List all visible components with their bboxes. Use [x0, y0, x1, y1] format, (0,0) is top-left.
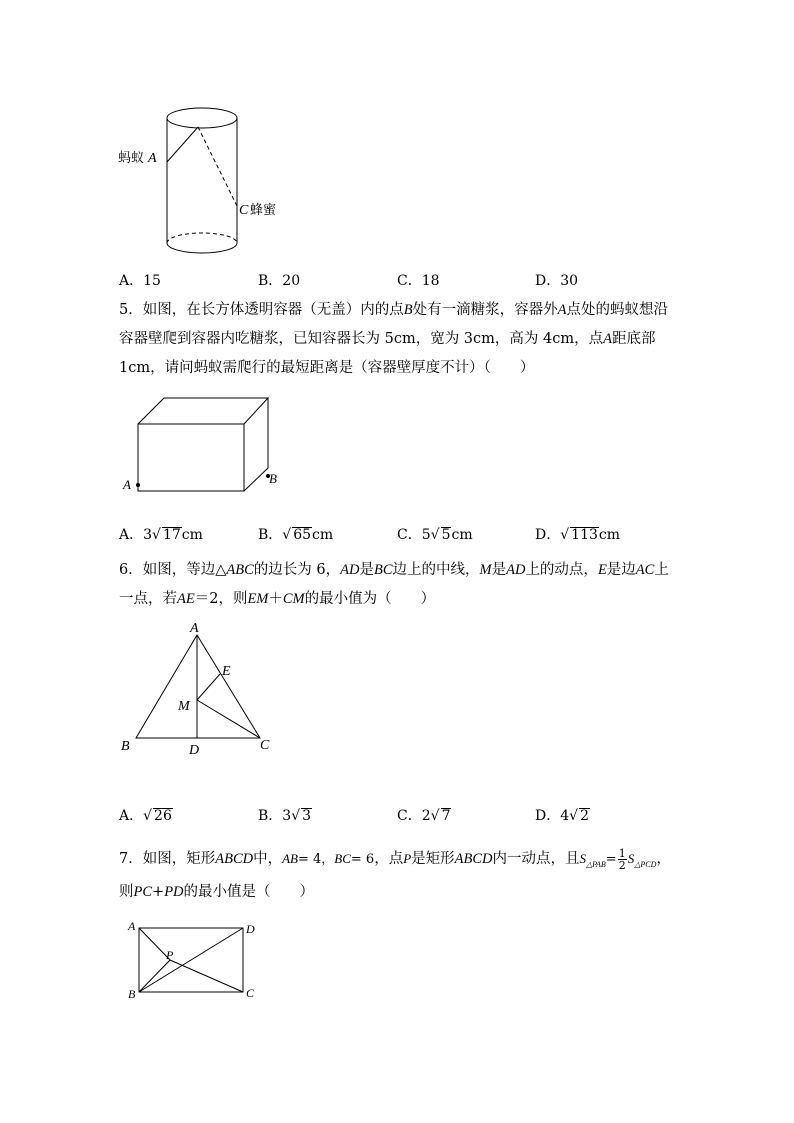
cylinder-top-ellipse: [167, 108, 237, 128]
q4-cylinder-figure: [110, 100, 310, 260]
point-a: [136, 483, 140, 487]
label-m: M: [178, 699, 190, 714]
ant-path-solid: [167, 127, 198, 162]
q6-text: 6．如图，等边△ABC的边长为 6，AD是BC边上的中线，M是AD上的动点，E是边AC上一点，若AE＝2，则EM＋CM的最小值为（ ）: [119, 562, 669, 607]
q6-option-b: B．3√ 3: [258, 808, 312, 824]
q6-option-c: C．2√ 7: [397, 808, 451, 824]
triangle-abc: [136, 635, 260, 738]
q6-option-d: D．4√ 2: [535, 808, 589, 824]
label-d: D: [189, 743, 200, 758]
ant-path-dashed: [198, 127, 237, 206]
q6-option-a: A．√ 26: [119, 808, 172, 824]
label-ant: 蚂蚁: [118, 151, 145, 166]
cuboid-front-face: [138, 424, 244, 491]
label-hive: 蜂蜜: [250, 203, 277, 218]
q7-text-line1: 7．如图，矩形ABCD中，AB= 4，BC= 6，点P是矩形ABCD内一动点，且$S_{\triangle PAB}=$ $\frac{1}{2}$ $S_{\triangle PCD}$，: [119, 846, 671, 872]
q5-option-b: B．√ 65cm: [258, 527, 334, 543]
label-c: C: [246, 986, 255, 1000]
label-d: D: [246, 922, 255, 936]
cylinder-bottom-front: [167, 243, 237, 253]
cuboid-right-face: [244, 398, 268, 491]
q4-option-d: D．30: [535, 273, 579, 289]
cylinder-bottom-back: [167, 233, 237, 243]
label-b: B: [269, 471, 277, 486]
q6-triangle-figure: [112, 618, 282, 758]
q5-options: [119, 524, 719, 546]
segment-bd: [139, 928, 243, 992]
q7-text-line2: 则PC+PD的最小值是（ ）: [119, 884, 315, 900]
q5-cuboid-figure: [118, 390, 298, 500]
segment-pc: [170, 960, 243, 992]
q5-text: 5．如图，在长方体透明容器（无盖）内的点B处有一滴糖浆，容器外A点处的蚂蚁想沿容器壁爬到容器内吃糖浆，已知容器长为 5cm，宽为 3cm，高为 4cm，点A距底部 1cm，请问蚂蚁需爬行的最短距离是（容器壁厚度不计）（ ）: [119, 302, 668, 376]
q5-option-d: D．√ 113cm: [535, 527, 621, 543]
q5-option-c: C．5√ 5cm: [397, 527, 473, 543]
label-p: P: [166, 948, 174, 962]
q4-options: [119, 270, 719, 292]
label-c: C: [260, 738, 270, 753]
label-a: A: [148, 151, 157, 166]
q6-options: [119, 805, 719, 827]
label-c: C: [239, 203, 249, 218]
segment-mc: [197, 700, 260, 738]
q7-rectangle-figure: [120, 915, 270, 1005]
q4-option-a: A．15: [119, 273, 161, 289]
q5-option-a: A．3√ 17cm: [119, 527, 203, 543]
label-b: B: [128, 987, 136, 1001]
q4-option-b: B．20: [258, 273, 301, 289]
label-a: A: [190, 621, 199, 636]
label-a: A: [123, 477, 131, 492]
label-b: B: [121, 739, 130, 754]
q4-option-c: C．18: [397, 273, 440, 289]
label-a: A: [128, 919, 136, 933]
segment-me: [197, 674, 220, 700]
label-e: E: [222, 664, 231, 679]
cuboid-top-face: [138, 398, 268, 424]
